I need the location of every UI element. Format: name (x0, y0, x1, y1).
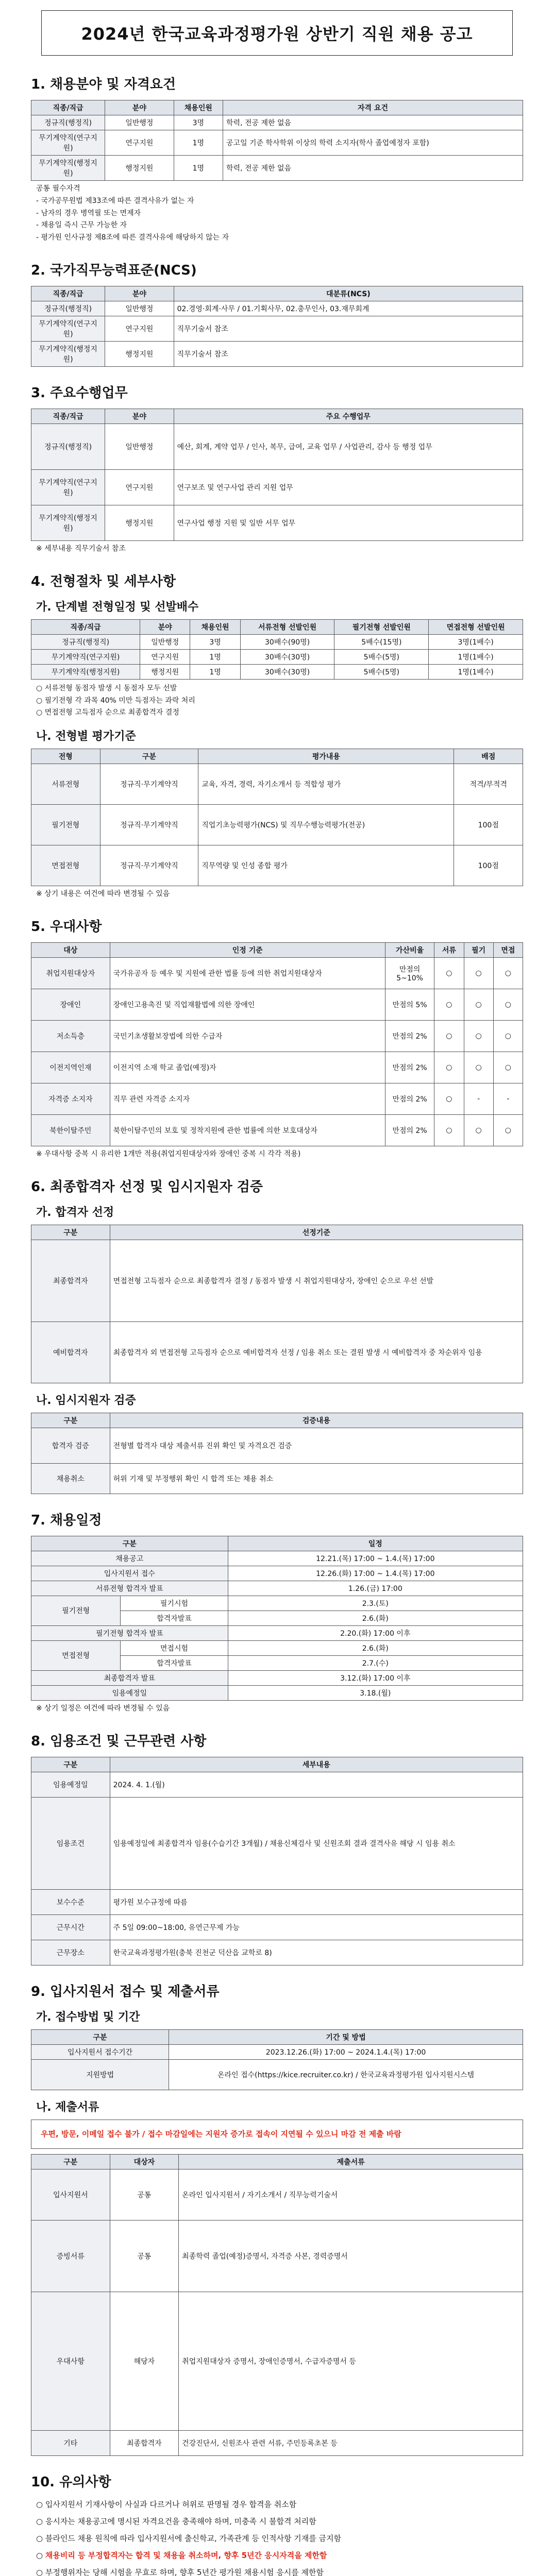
col-header: 배점 (454, 749, 523, 764)
table-cell: 연구지원 (105, 316, 174, 341)
col-header: 분야 (140, 619, 190, 634)
col-header: 구분 (31, 2029, 169, 2044)
section-4-sub2: 나. 전형별 평가기준 (36, 730, 136, 743)
table-cell: 근무시간 (31, 1914, 110, 1940)
table-cell: 근무장소 (31, 1940, 110, 1965)
col-header: 전형 (31, 749, 100, 764)
table-row (31, 989, 523, 1020)
table-cell: 만점의 2% (385, 1114, 434, 1146)
table-row (31, 2220, 523, 2292)
col-header: 기간 및 방법 (169, 2029, 523, 2044)
table-cell: 무기계약직(행정지원) (31, 156, 105, 181)
table-cell: 1명(1배수) (429, 664, 523, 679)
section-4-heading: 4. 전형절차 및 세부사항 (31, 573, 176, 589)
caution-highlight: 채용비리 등 부정합격자는 합격 및 채용을 취소하며, 향후 5년간 응시자격을 제한함 (45, 2550, 327, 2560)
col-header: 면접 (493, 942, 523, 957)
table-cell: 5배수(5명) (334, 664, 429, 679)
table-row (31, 1914, 523, 1940)
table-cell: 취업지원대상자 증명서, 장애인증명서, 수급자증명서 등 (179, 2292, 523, 2430)
table-cell: 필기전형 합격자 발표 (31, 1625, 228, 1640)
table-cell: 무기계약직(연구지원) (31, 649, 140, 664)
table-cell: 5배수(15명) (334, 634, 429, 649)
verification-table (31, 1413, 523, 1494)
table-cell: 무기계약직(연구지원) (31, 469, 105, 505)
list-item: ○ 필기전형 각 과목 40% 미만 득점자는 과락 처리 (36, 695, 523, 707)
table-cell: 1명 (190, 664, 240, 679)
table-cell: 연구사업 행정 지원 및 일반 서무 업무 (174, 505, 523, 540)
table-cell: 정규직·무기계약직 (100, 764, 198, 805)
table-cell: 입사지원서 접수기간 (31, 2044, 169, 2059)
table-cell: 온라인 입사지원서 / 자기소개서 / 직무능력기술서 (179, 2169, 523, 2220)
table-cell: 보수수준 (31, 1889, 110, 1914)
employment-terms-table (31, 1757, 523, 1965)
table-cell: ○ (434, 1020, 464, 1052)
table-row (31, 1321, 523, 1383)
table-cell: ○ (434, 989, 464, 1020)
table-cell: 면접전형 (31, 845, 100, 886)
caution-text: 응시자는 채용공고에 명시된 자격요건을 충족해야 하며, 미충족 시 불합격 처리함 (45, 2516, 316, 2526)
table-cell: 평가원 보수규정에 따름 (110, 1889, 523, 1914)
table-cell: 정규직(행정직) (31, 115, 105, 130)
table-cell: 100점 (454, 845, 523, 886)
col-header: 세부내용 (110, 1757, 523, 1772)
table-cell: 공통 (110, 2220, 179, 2292)
table-cell: 2.3.(토) (228, 1596, 523, 1611)
caution-text: 부정행위자는 당해 시험을 무효로 하며, 향후 5년간 평가원 채용시험 응시를 제한함 (45, 2567, 324, 2576)
table-cell: 합격자발표 (121, 1611, 228, 1625)
table-cell: 일반행정 (105, 115, 174, 130)
table-cell: ○ (493, 957, 523, 989)
col-header: 가산비율 (385, 942, 434, 957)
table-cell: 2023.12.26.(화) 17:00 ~ 2024.1.4.(목) 17:00 (169, 2044, 523, 2059)
caution-item: ○ 입사지원서 기재사항이 사실과 다르거나 허위로 판명될 경우 합격을 취소함 (36, 2499, 297, 2509)
table-cell: 1명 (174, 156, 223, 181)
table-cell: 2.6.(화) (228, 1640, 523, 1655)
table-cell: 30배수(30명) (240, 664, 334, 679)
col-header: 필기 (464, 942, 493, 957)
section-1-heading: 1. 채용분야 및 자격요건 (31, 77, 176, 92)
caution-item: ○ 응시자는 채용공고에 명시된 자격요건을 충족해야 하며, 미충족 시 불합격 처리함 (36, 2516, 316, 2526)
table-cell: ○ (434, 1114, 464, 1146)
table-cell: ○ (493, 989, 523, 1020)
table-cell: 합격자발표 (121, 1655, 228, 1670)
table-cell: 정규직(행정직) (31, 634, 140, 649)
table-row (31, 634, 523, 649)
table-cell: 북한이탈주민의 보호 및 정착지원에 관한 법률에 의한 보호대상자 (110, 1114, 385, 1146)
table-cell: 연구보조 및 연구사업 관리 지원 업무 (174, 469, 523, 505)
table-cell: 학력, 전공 제한 없음 (223, 156, 523, 181)
section-3-heading: 3. 주요수행업무 (31, 385, 128, 401)
section-5-heading: 5. 우대사항 (31, 919, 102, 935)
table-row (31, 2169, 523, 2220)
col-header: 채용인원 (190, 619, 240, 634)
table-cell: ○ (434, 957, 464, 989)
table-cell: 정규직(행정직) (31, 301, 105, 316)
table-cell: 임용조건 (31, 1797, 110, 1889)
table-cell: 채용공고 (31, 1551, 228, 1566)
table-cell: 일반행정 (105, 301, 174, 316)
qualification-table (31, 100, 523, 181)
note-line: 공통 필수자격 (36, 184, 80, 193)
evaluation-criteria-table (31, 749, 523, 886)
table-row (31, 1114, 523, 1146)
table-row (31, 1625, 523, 1640)
table-cell: ○ (493, 1020, 523, 1052)
table-cell: 취업지원대상자 (31, 957, 110, 989)
table-cell: 예산, 회계, 계약 업무 / 인사, 복무, 급여, 교육 업무 / 사업관리, 감사 등 행정 업무 (174, 423, 523, 469)
table-cell: 행정지원 (105, 156, 174, 181)
table-cell: 1명 (174, 130, 223, 156)
table-cell: 학력, 전공 제한 없음 (223, 115, 523, 130)
table-cell: 행정지원 (105, 341, 174, 366)
table-cell: 전형별 합격자 대상 제출서류 진위 확인 및 자격요건 검증 (110, 1428, 523, 1463)
table-row (31, 341, 523, 366)
table-cell: 교육, 자격, 경력, 자기소개서 등 적합성 평가 (198, 764, 454, 805)
table-cell: - (464, 1083, 493, 1114)
table-cell: 3.18.(월) (228, 1685, 523, 1700)
col-header: 직종/직급 (31, 100, 105, 115)
list-item: ○ 면접전형 고득점자 순으로 최종합격자 결정 (36, 707, 523, 719)
table-cell: - (493, 1083, 523, 1114)
table-cell: 3.12.(화) 17:00 이후 (228, 1670, 523, 1685)
section-9-heading: 9. 입사지원서 접수 및 제출서류 (31, 1984, 220, 1999)
table-cell: 1.26.(금) 17:00 (228, 1581, 523, 1596)
table-row (31, 130, 523, 156)
col-header: 구분 (31, 1536, 228, 1551)
table-cell: ○ (464, 1114, 493, 1146)
col-header: 분야 (105, 409, 174, 423)
section-7-heading: 7. 채용일정 (31, 1512, 102, 1528)
section-6-sub2: 나. 임시지원자 검증 (36, 1394, 136, 1407)
cautions-list (36, 2498, 523, 2576)
table-row (31, 1581, 523, 1596)
table-row (31, 1640, 523, 1655)
table-cell: 필기전형 (31, 805, 100, 845)
table-row (31, 764, 523, 805)
table-row (31, 115, 523, 130)
table-cell: 임용예정일 (31, 1772, 110, 1797)
table-row (31, 469, 523, 505)
table-cell: 2.6.(화) (228, 1611, 523, 1625)
col-header: 선정기준 (110, 1225, 523, 1240)
table-cell: 행정지원 (140, 664, 190, 679)
col-header: 일정 (228, 1536, 523, 1551)
table-row (31, 664, 523, 679)
table-cell: 정규직(행정직) (31, 423, 105, 469)
table-cell: 1명(1배수) (429, 649, 523, 664)
section-3-note: ※ 세부내용 직무기술서 참조 (36, 544, 126, 553)
caution-text: 입사지원서 기재사항이 사실과 다르거나 허위로 판명될 경우 합격을 취소함 (45, 2499, 297, 2509)
section-5-note: ※ 우대사항 중복 시 유리한 1개만 적용(취업지원대상자와 장애인 중복 시 각각 적용) (36, 1149, 301, 1158)
table-cell: 면접시험 (121, 1640, 228, 1655)
table-row (31, 316, 523, 341)
table-row (31, 1052, 523, 1083)
table-cell: 100점 (454, 805, 523, 845)
table-cell: 연구지원 (105, 469, 174, 505)
submission-warning (31, 2120, 523, 2149)
table-cell: 북한이탈주민 (31, 1114, 110, 1146)
col-header: 자격 요건 (223, 100, 523, 115)
table-cell: 5배수(5명) (334, 649, 429, 664)
table-cell: 무기계약직(연구지원) (31, 316, 105, 341)
col-header: 구분 (31, 1413, 110, 1428)
table-cell: ○ (464, 1020, 493, 1052)
table-cell: 만점의 2% (385, 1083, 434, 1114)
table-row (31, 1797, 523, 1889)
table-cell: 만점의 5% (385, 989, 434, 1020)
table-row (31, 1428, 523, 1463)
table-cell: 1명 (190, 649, 240, 664)
note-line: - 남자의 경우 병역필 또는 면제자 (36, 209, 141, 217)
table-row (31, 1596, 523, 1611)
col-header: 제출서류 (179, 2154, 523, 2169)
table-cell: 정규직·무기계약직 (100, 805, 198, 845)
table-cell: 무기계약직(행정지원) (31, 341, 105, 366)
table-row (31, 1940, 523, 1965)
table-cell: 일반행정 (140, 634, 190, 649)
section-1-notes (36, 183, 523, 244)
table-row (31, 1670, 523, 1685)
col-header: 대상 (31, 942, 110, 957)
table-row (31, 1240, 523, 1321)
col-header: 주요 수행업무 (174, 409, 523, 423)
table-row (31, 2430, 523, 2455)
col-header: 구분 (31, 2154, 110, 2169)
table-cell: 2024. 4. 1.(월) (110, 1772, 523, 1797)
table-row (31, 845, 523, 886)
table-cell: 02.경영·회계·사무 / 01.기획사무, 02.총무인사, 03.재무회계 (174, 301, 523, 316)
table-row (31, 1020, 523, 1052)
col-header: 서류 (434, 942, 464, 957)
table-cell: 공통 (110, 2169, 179, 2220)
caution-item: ○ 채용비리 등 부정합격자는 합격 및 채용을 취소하며, 향후 5년간 응시자격을 제한함 (36, 2550, 327, 2560)
table-cell: 공고일 기준 학사학위 이상의 학력 소지자(학사 졸업예정자 포함) (223, 130, 523, 156)
warning-text: 우편, 방문, 이메일 접수 불가 / 접수 마감일에는 지원자 증가로 접속이 지연될 수 있으니 마감 전 제출 바람 (41, 2129, 401, 2139)
table-cell: 무기계약직(행정지원) (31, 505, 105, 540)
table-cell: 합격자 검증 (31, 1428, 110, 1463)
table-cell: 30배수(90명) (240, 634, 334, 649)
section-6-sub1: 가. 합격자 선정 (36, 1206, 114, 1219)
table-cell: 이전지역인재 (31, 1052, 110, 1083)
selection-notes (36, 683, 523, 719)
table-row (31, 1566, 523, 1581)
caution-item: ○ 블라인드 채용 원칙에 따라 입사지원서에 출신학교, 가족관계 등 인적사항 기재를 금지함 (36, 2533, 341, 2543)
table-cell: 임용예정일에 최종합격자 임용(수습기간 3개월) / 채용신체검사 및 신원조회 결과 결격사유 해당 시 임용 취소 (110, 1797, 523, 1889)
table-cell: ○ (464, 957, 493, 989)
table-row (31, 2059, 523, 2090)
table-cell: 장애인고용촉진 및 직업재활법에 의한 장애인 (110, 989, 385, 1020)
table-row (31, 505, 523, 540)
table-cell: 행정지원 (105, 505, 174, 540)
col-header: 직종/직급 (31, 409, 105, 423)
table-cell: 우대사항 (31, 2292, 110, 2430)
table-cell: 최종합격자 외 면접전형 고득점자 순으로 예비합격자 선정 / 임용 취소 또는 결원 발생 시 예비합격자 중 차순위자 임용 (110, 1321, 523, 1383)
table-cell: 저소득층 (31, 1020, 110, 1052)
table-cell: ○ (434, 1083, 464, 1114)
table-row (31, 2292, 523, 2430)
table-cell: 직무 관련 자격증 소지자 (110, 1083, 385, 1114)
preference-table (31, 942, 523, 1146)
table-row (31, 301, 523, 316)
table-row (31, 1463, 523, 1494)
section-9-sub1: 가. 접수방법 및 기간 (36, 2010, 140, 2024)
table-cell: 한국교육과정평가원(충북 진천군 덕산읍 교학로 8) (110, 1940, 523, 1965)
col-header: 검증내용 (110, 1413, 523, 1428)
table-cell: 만점의 2% (385, 1052, 434, 1083)
table-row (31, 957, 523, 989)
table-cell: 적격/부적격 (454, 764, 523, 805)
section-8-heading: 8. 임용조건 및 근무관련 사항 (31, 1733, 207, 1749)
table-cell: 30배수(30명) (240, 649, 334, 664)
col-header: 필기전형 선발인원 (334, 619, 429, 634)
col-header: 구분 (31, 1225, 110, 1240)
table-row (31, 1772, 523, 1797)
list-item: ○ 서류전형 동점자 발생 시 동점자 모두 선발 (36, 683, 523, 695)
table-cell: ○ (493, 1052, 523, 1083)
table-cell: 2.20.(화) 17:00 이후 (228, 1625, 523, 1640)
note-line: - 채용일 즉시 근무 가능한 자 (36, 221, 127, 230)
caution-text: 블라인드 채용 원칙에 따라 입사지원서에 출신학교, 가족관계 등 인적사항 기재를 금지함 (45, 2533, 341, 2543)
table-cell: 만점의 2% (385, 1020, 434, 1052)
final-selection-table (31, 1225, 523, 1383)
table-cell: 직무기술서 참조 (174, 341, 523, 366)
table-cell: 3명(1배수) (429, 634, 523, 649)
col-header: 분야 (105, 100, 174, 115)
table-row (31, 1889, 523, 1914)
table-cell: 국민기초생활보장법에 의한 수급자 (110, 1020, 385, 1052)
table-row (31, 2044, 523, 2059)
note-line: - 국가공무원법 제33조에 따른 결격사유가 없는 자 (36, 196, 194, 205)
table-cell: 국가유공자 등 예우 및 지원에 관한 법률 등에 의한 취업지원대상자 (110, 957, 385, 989)
table-cell: 채용취소 (31, 1463, 110, 1494)
duties-table (31, 409, 523, 541)
table-cell: 해당자 (110, 2292, 179, 2430)
col-header: 분야 (105, 286, 174, 301)
col-header: 평가내용 (198, 749, 454, 764)
col-header: 대상자 (110, 2154, 179, 2169)
note-line: - 평가원 인사규정 제8조에 따른 결격사유에 해당하지 않는 자 (36, 233, 229, 242)
col-header: 인정 기준 (110, 942, 385, 957)
table-cell: ○ (464, 989, 493, 1020)
col-header: 서류전형 선발인원 (240, 619, 334, 634)
table-cell: 증빙서류 (31, 2220, 110, 2292)
table-cell: 면접전형 (31, 1640, 121, 1670)
section-4-note: ※ 상기 내용은 여건에 따라 변경될 수 있음 (36, 890, 170, 899)
table-cell: 입사지원서 접수 (31, 1566, 228, 1581)
section-7-note: ※ 상기 일정은 여건에 따라 변경될 수 있음 (36, 1704, 170, 1713)
table-cell: 필기전형 (31, 1596, 121, 1625)
section-4-sub1: 가. 단계별 전형일정 및 선발배수 (36, 600, 199, 614)
table-row (31, 649, 523, 664)
col-header: 면접전형 선발인원 (429, 619, 523, 634)
table-cell: 필기시험 (121, 1596, 228, 1611)
col-header: 대분류(NCS) (174, 286, 523, 301)
table-cell: 서류전형 (31, 764, 100, 805)
table-cell: 장애인 (31, 989, 110, 1020)
table-cell: 면접전형 고득점자 순으로 최종합격자 결정 / 동점자 발생 시 취업지원대상자, 장애인 순으로 우선 선발 (110, 1240, 523, 1321)
table-cell: 12.21.(목) 17:00 ~ 1.4.(목) 17:00 (228, 1551, 523, 1566)
table-cell: 2.7.(수) (228, 1655, 523, 1670)
table-cell: 직무기술서 참조 (174, 316, 523, 341)
table-cell: 연구지원 (140, 649, 190, 664)
table-cell: ○ (493, 1114, 523, 1146)
table-cell: 예비합격자 (31, 1321, 110, 1383)
table-cell: 최종합격자 발표 (31, 1670, 228, 1685)
section-2-heading: 2. 국가직무능력표준(NCS) (31, 262, 197, 278)
table-cell: 허위 기재 및 부정행위 확인 시 합격 또는 채용 취소 (110, 1463, 523, 1494)
table-cell: 무기계약직(행정지원) (31, 664, 140, 679)
section-9-sub2: 나. 제출서류 (36, 2100, 99, 2114)
col-header: 직종/직급 (31, 286, 105, 301)
table-cell: 만점의 5~10% (385, 957, 434, 989)
table-cell: 건강진단서, 신원조사 관련 서류, 주민등록초본 등 (179, 2430, 523, 2455)
table-cell: 무기계약직(연구지원) (31, 130, 105, 156)
table-cell: 최종합격자 (110, 2430, 179, 2455)
table-cell: 12.26.(화) 17:00 ~ 1.4.(목) 17:00 (228, 1566, 523, 1581)
table-row (31, 1551, 523, 1566)
page-title: 2024년 한국교육과정평가원 상반기 직원 채용 공고 (41, 10, 513, 56)
section-10-heading: 10. 유의사항 (31, 2474, 111, 2490)
documents-table (31, 2154, 523, 2456)
table-cell: 3명 (174, 115, 223, 130)
table-cell: 자격증 소지자 (31, 1083, 110, 1114)
ncs-table (31, 286, 523, 367)
table-row (31, 423, 523, 469)
table-cell: 일반행정 (105, 423, 174, 469)
col-header: 직종/직급 (31, 619, 140, 634)
table-cell: 최종합격자 (31, 1240, 110, 1321)
table-cell: 서류전형 합격자 발표 (31, 1581, 228, 1596)
table-cell: 주 5일 09:00~18:00, 유연근무제 가능 (110, 1914, 523, 1940)
table-row (31, 156, 523, 181)
table-cell: 직업기초능력평가(NCS) 및 직무수행능력평가(전공) (198, 805, 454, 845)
table-row (31, 805, 523, 845)
table-cell: ○ (464, 1052, 493, 1083)
selection-schedule-table (31, 619, 523, 680)
schedule-table (31, 1536, 523, 1701)
table-cell: 임용예정일 (31, 1685, 228, 1700)
table-cell: 직무역량 및 인성 종합 평가 (198, 845, 454, 886)
caution-item: ○ 부정행위자는 당해 시험을 무효로 하며, 향후 5년간 평가원 채용시험 응시를 제한함 (36, 2567, 324, 2576)
col-header: 채용인원 (174, 100, 223, 115)
table-cell: 최종학력 졸업(예정)증명서, 자격증 사본, 경력증명서 (179, 2220, 523, 2292)
table-cell: 입사지원서 (31, 2169, 110, 2220)
col-header: 구분 (31, 1757, 110, 1772)
table-cell: 이전지역 소재 학교 졸업(예정)자 (110, 1052, 385, 1083)
table-row (31, 1685, 523, 1700)
table-cell: 연구지원 (105, 130, 174, 156)
table-cell: 기타 (31, 2430, 110, 2455)
col-header: 구분 (100, 749, 198, 764)
table-row (31, 1083, 523, 1114)
application-period-table (31, 2029, 523, 2090)
table-cell: ○ (434, 1052, 464, 1083)
table-cell: 정규직·무기계약직 (100, 845, 198, 886)
table-cell: 온라인 접수(https://kice.recruiter.co.kr) / 한국교육과정평가원 입사지원시스템 (169, 2059, 523, 2090)
section-6-heading: 6. 최종합격자 선정 및 임시지원자 검증 (31, 1179, 263, 1195)
table-cell: 지원방법 (31, 2059, 169, 2090)
table-cell: 3명 (190, 634, 240, 649)
